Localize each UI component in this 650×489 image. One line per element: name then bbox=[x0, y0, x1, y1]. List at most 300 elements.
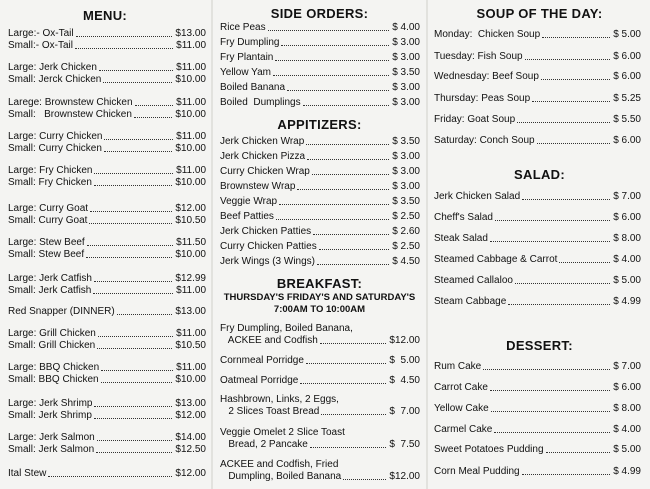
menu-item-line bbox=[220, 427, 420, 439]
dot-leader bbox=[86, 257, 172, 258]
item-name: Monday: Chicken Soup bbox=[434, 29, 541, 40]
menu-item-line bbox=[8, 249, 206, 261]
item-price: $11.00 bbox=[176, 40, 206, 51]
item-name: Rice Peas bbox=[220, 22, 266, 33]
item-price: $13.00 bbox=[175, 306, 206, 317]
menu-item bbox=[434, 382, 641, 394]
dot-leader bbox=[97, 348, 172, 349]
dot-leader bbox=[279, 204, 389, 205]
menu-item-line bbox=[8, 143, 206, 155]
menu-item bbox=[220, 22, 420, 34]
item-name: Jerk Chicken Salad bbox=[434, 191, 521, 202]
section-title-dessert: DESSERT: bbox=[506, 338, 573, 353]
item-name: Large: Jerk Chicken bbox=[8, 62, 97, 73]
dot-leader bbox=[273, 75, 389, 76]
dot-leader bbox=[306, 144, 389, 145]
column-divider bbox=[426, 0, 428, 489]
dot-leader bbox=[522, 199, 610, 200]
menu-item-line bbox=[220, 406, 420, 418]
menu-item bbox=[220, 211, 420, 223]
item-price: $ 5.00 bbox=[613, 275, 641, 286]
item-name: Steamed Callaloo bbox=[434, 275, 513, 286]
item-name: Jerk Chicken Wrap bbox=[220, 136, 305, 147]
section-title-breakfast: BREAKFAST: bbox=[276, 276, 363, 291]
menu-item bbox=[8, 273, 206, 297]
item-price: $11.00 bbox=[176, 165, 206, 176]
menu-item-line bbox=[434, 212, 641, 224]
dot-leader bbox=[275, 60, 389, 61]
menu-item bbox=[220, 241, 420, 253]
item-price: $ 6.00 bbox=[613, 212, 641, 223]
item-name: Fry Plantain bbox=[220, 52, 274, 63]
dot-leader bbox=[90, 211, 172, 212]
item-name: Large: Jerk Salmon bbox=[8, 432, 95, 443]
item-price: $11.00 bbox=[176, 362, 206, 373]
menu-item-line bbox=[434, 191, 641, 203]
item-name: Bread, 2 Pancake bbox=[220, 439, 308, 450]
menu-item bbox=[434, 403, 641, 415]
menu-item-line bbox=[434, 93, 641, 105]
item-name: Small: Fry Chicken bbox=[8, 177, 92, 188]
dot-leader bbox=[75, 48, 173, 49]
menu-item bbox=[8, 28, 206, 52]
menu-item-line bbox=[434, 466, 641, 478]
item-name: Ital Stew bbox=[8, 468, 47, 479]
menu-item-line bbox=[220, 22, 420, 34]
menu-item-line bbox=[434, 29, 641, 41]
item-name: Steam Cabbage bbox=[434, 296, 507, 307]
item-price: $11.50 bbox=[176, 237, 206, 248]
item-price: $10.00 bbox=[175, 143, 206, 154]
item-price: $11.00 bbox=[176, 328, 206, 339]
menu-item-line bbox=[220, 335, 420, 347]
dot-leader bbox=[99, 70, 173, 71]
dot-leader bbox=[495, 220, 610, 221]
menu-item-line bbox=[434, 51, 641, 63]
item-price: $ 5.00 bbox=[613, 444, 641, 455]
item-price: $10.50 bbox=[175, 215, 206, 226]
menu-item-line bbox=[220, 181, 420, 193]
item-name: Corn Meal Pudding bbox=[434, 466, 520, 477]
menu-item bbox=[434, 254, 641, 266]
item-price: $ 2.50 bbox=[392, 211, 420, 222]
dot-leader bbox=[313, 234, 389, 235]
dot-leader bbox=[93, 293, 173, 294]
dot-leader bbox=[522, 474, 611, 475]
menu-item bbox=[434, 296, 641, 308]
dot-leader bbox=[281, 45, 389, 46]
item-price: $ 5.00 bbox=[389, 355, 420, 366]
menu-item-line bbox=[8, 237, 206, 249]
item-name: Small: Curry Goat bbox=[8, 215, 88, 226]
dot-leader bbox=[307, 159, 389, 160]
dot-leader bbox=[94, 418, 173, 419]
section-note: THURSDAY'S FRIDAY'S AND SATURDAY'S bbox=[223, 292, 416, 303]
section-note: 7:00AM TO 10:00AM bbox=[273, 304, 366, 315]
item-name: Brownstew Wrap bbox=[220, 181, 296, 192]
item-price: $ 3.00 bbox=[392, 166, 420, 177]
menu-item-line bbox=[220, 394, 420, 406]
item-price: $10.50 bbox=[175, 340, 206, 351]
item-price: $ 3.00 bbox=[392, 97, 420, 108]
menu-item-line bbox=[8, 328, 206, 340]
menu-item-line bbox=[8, 28, 206, 40]
menu-item bbox=[220, 375, 420, 387]
dot-leader bbox=[306, 363, 386, 364]
menu-item bbox=[434, 361, 641, 373]
item-name: Veggie Omelet 2 Slice Toast bbox=[220, 427, 345, 438]
item-price: $ 7.50 bbox=[389, 439, 420, 450]
menu-item bbox=[8, 398, 206, 422]
dot-leader bbox=[287, 90, 389, 91]
item-name: Hashbrown, Links, 2 Eggs, bbox=[220, 394, 339, 405]
item-name: Fry Dumpling, Boiled Banana, bbox=[220, 323, 353, 334]
item-price: $11.00 bbox=[176, 97, 206, 108]
dot-leader bbox=[94, 185, 173, 186]
menu-item-line bbox=[8, 285, 206, 297]
menu-item bbox=[220, 67, 420, 79]
menu-item bbox=[220, 166, 420, 178]
item-price: $ 3.50 bbox=[392, 196, 420, 207]
item-name: Large: Fry Chicken bbox=[8, 165, 93, 176]
item-price: $ 4.99 bbox=[613, 466, 641, 477]
item-price: $ 6.00 bbox=[613, 135, 641, 146]
menu-item bbox=[220, 427, 420, 451]
menu-column-middle bbox=[214, 0, 425, 489]
dot-leader bbox=[96, 452, 172, 453]
menu-item-line bbox=[8, 177, 206, 189]
menu-item bbox=[8, 468, 206, 480]
menu-item-line bbox=[220, 196, 420, 208]
item-name: Small: Jerk Salmon bbox=[8, 444, 95, 455]
item-name: Fry Dumpling bbox=[220, 37, 280, 48]
item-price: $ 6.00 bbox=[613, 71, 641, 82]
menu-item-line bbox=[434, 135, 641, 147]
item-name: Large: Curry Chicken bbox=[8, 131, 103, 142]
menu-item bbox=[434, 212, 641, 224]
menu-item bbox=[220, 196, 420, 208]
item-price: $ 3.00 bbox=[392, 82, 420, 93]
dot-leader bbox=[532, 101, 610, 102]
item-name: Oatmeal Porridge bbox=[220, 375, 299, 386]
item-name: Small: BBQ Chicken bbox=[8, 374, 99, 385]
menu-item bbox=[434, 191, 641, 203]
item-price: $ 3.00 bbox=[392, 37, 420, 48]
menu-item bbox=[220, 37, 420, 49]
dot-leader bbox=[101, 382, 173, 383]
item-price: $ 8.00 bbox=[613, 403, 641, 414]
item-name: Veggie Wrap bbox=[220, 196, 278, 207]
menu-item-line bbox=[220, 459, 420, 471]
menu-item bbox=[8, 432, 206, 456]
item-name: Small:- Ox-Tail bbox=[8, 40, 74, 51]
menu-item-line bbox=[434, 382, 641, 394]
item-name: Beef Patties bbox=[220, 211, 274, 222]
menu-item bbox=[434, 135, 641, 147]
item-name: Boiled Banana bbox=[220, 82, 286, 93]
item-name: Jerk Wings (3 Wings) bbox=[220, 256, 316, 267]
dot-leader bbox=[117, 314, 173, 315]
dot-leader bbox=[541, 79, 610, 80]
item-price: $13.00 bbox=[175, 398, 206, 409]
item-price: $ 4.50 bbox=[389, 375, 420, 386]
item-price: $ 6.00 bbox=[613, 382, 641, 393]
menu-item-line bbox=[8, 131, 206, 143]
dot-leader bbox=[89, 223, 172, 224]
section-title-side-orders: SIDE ORDERS: bbox=[270, 6, 369, 21]
item-price: $11.00 bbox=[176, 285, 206, 296]
menu-item-line bbox=[220, 241, 420, 253]
item-name: Large:- Ox-Tail bbox=[8, 28, 74, 39]
menu-item-line bbox=[8, 362, 206, 374]
section-title-soup-of-the-day: SOUP OF THE DAY: bbox=[476, 6, 603, 21]
dot-leader bbox=[94, 173, 173, 174]
dot-leader bbox=[546, 452, 611, 453]
dot-leader bbox=[494, 432, 610, 433]
menu-item-line bbox=[220, 323, 420, 335]
menu-item-line bbox=[434, 361, 641, 373]
item-price: $10.00 bbox=[175, 177, 206, 188]
menu-item-line bbox=[8, 432, 206, 444]
menu-item-line bbox=[8, 410, 206, 422]
menu-item bbox=[434, 444, 641, 456]
menu-item-line bbox=[434, 71, 641, 83]
item-price: $12.00 bbox=[389, 471, 420, 482]
item-price: $ 4.99 bbox=[613, 296, 641, 307]
menu-item bbox=[220, 82, 420, 94]
item-price: $ 8.00 bbox=[613, 233, 641, 244]
menu-item-line bbox=[434, 296, 641, 308]
menu-item-line bbox=[220, 256, 420, 268]
menu-item-line bbox=[220, 67, 420, 79]
item-price: $ 4.00 bbox=[613, 254, 641, 265]
item-name: Friday: Goat Soup bbox=[434, 114, 516, 125]
menu-item bbox=[434, 275, 641, 287]
item-name: Cornmeal Porridge bbox=[220, 355, 304, 366]
item-price: $ 4.00 bbox=[613, 424, 641, 435]
section-title-salad: SALAD: bbox=[514, 167, 565, 182]
dot-leader bbox=[491, 411, 611, 412]
dot-leader bbox=[98, 336, 173, 337]
item-price: $ 4.50 bbox=[392, 256, 420, 267]
dot-leader bbox=[276, 219, 389, 220]
menu-item-line bbox=[8, 374, 206, 386]
menu-item bbox=[220, 323, 420, 347]
item-price: $11.00 bbox=[176, 62, 206, 73]
menu-item-line bbox=[220, 439, 420, 451]
menu-item bbox=[8, 62, 206, 86]
item-price: $ 6.00 bbox=[613, 51, 641, 62]
menu-item bbox=[434, 71, 641, 83]
item-price: $14.00 bbox=[175, 432, 206, 443]
item-price: $ 7.00 bbox=[389, 406, 420, 417]
menu-item bbox=[8, 362, 206, 386]
menu-item-line bbox=[220, 82, 420, 94]
dot-leader bbox=[48, 476, 172, 477]
item-price: $10.00 bbox=[175, 74, 206, 85]
menu-item-line bbox=[8, 109, 206, 121]
item-name: Tuesday: Fish Soup bbox=[434, 51, 523, 62]
menu-item bbox=[8, 203, 206, 227]
section-title-menu: MENU: bbox=[82, 8, 128, 23]
item-name: Large: Jerk Catfish bbox=[8, 273, 92, 284]
dot-leader bbox=[104, 139, 173, 140]
item-price: $ 5.50 bbox=[613, 114, 641, 125]
dot-leader bbox=[76, 36, 173, 37]
menu-item-line bbox=[8, 340, 206, 352]
dot-leader bbox=[94, 406, 172, 407]
menu-item-line bbox=[434, 275, 641, 287]
item-price: $ 3.50 bbox=[392, 67, 420, 78]
item-price: $12.99 bbox=[175, 273, 206, 284]
dot-leader bbox=[303, 105, 390, 106]
dot-leader bbox=[483, 369, 610, 370]
dot-leader bbox=[537, 143, 611, 144]
item-price: $12.00 bbox=[175, 410, 206, 421]
menu-item-line bbox=[8, 273, 206, 285]
menu-item bbox=[8, 131, 206, 155]
item-name: Jerk Chicken Pizza bbox=[220, 151, 306, 162]
dot-leader bbox=[297, 189, 389, 190]
menu-item bbox=[220, 394, 420, 418]
menu-item bbox=[8, 165, 206, 189]
item-price: $ 4.00 bbox=[392, 22, 420, 33]
item-price: $ 2.50 bbox=[392, 241, 420, 252]
item-name: 2 Slices Toast Bread bbox=[220, 406, 320, 417]
dot-leader bbox=[134, 117, 172, 118]
item-price: $ 7.00 bbox=[613, 361, 641, 372]
menu-item-line bbox=[434, 403, 641, 415]
menu-item bbox=[220, 151, 420, 163]
menu-item bbox=[220, 52, 420, 64]
dot-leader bbox=[542, 37, 610, 38]
item-name: Small: Jerk Catfish bbox=[8, 285, 92, 296]
menu-item-line bbox=[434, 424, 641, 436]
menu-item-line bbox=[8, 398, 206, 410]
menu-item bbox=[434, 424, 641, 436]
menu-item-line bbox=[220, 37, 420, 49]
item-price: $ 7.00 bbox=[613, 191, 641, 202]
section-title-appitizers: APPITIZERS: bbox=[277, 117, 362, 132]
dot-leader bbox=[343, 479, 386, 480]
menu-item bbox=[220, 226, 420, 238]
item-name: Larege: Brownstew Chicken bbox=[8, 97, 133, 108]
menu-item bbox=[434, 114, 641, 126]
item-price: $10.00 bbox=[175, 374, 206, 385]
item-price: $12.00 bbox=[175, 203, 206, 214]
menu-item-line bbox=[220, 136, 420, 148]
menu-column-right bbox=[429, 0, 650, 489]
item-price: $ 5.25 bbox=[613, 93, 641, 104]
menu-item-line bbox=[8, 306, 206, 318]
menu-item bbox=[220, 459, 420, 483]
menu-item-line bbox=[220, 151, 420, 163]
item-name: ACKEE and Codfish, Fried bbox=[220, 459, 339, 470]
menu-item-line bbox=[220, 226, 420, 238]
dot-leader bbox=[268, 30, 390, 31]
item-name: Wednesday: Beef Soup bbox=[434, 71, 539, 82]
menu-item bbox=[8, 306, 206, 318]
menu-item bbox=[8, 328, 206, 352]
menu-item-line bbox=[434, 233, 641, 245]
menu-item-line bbox=[220, 52, 420, 64]
dot-leader bbox=[97, 440, 173, 441]
item-price: $ 3.00 bbox=[392, 52, 420, 63]
item-name: Saturday: Conch Soup bbox=[434, 135, 535, 146]
menu-item bbox=[434, 51, 641, 63]
menu-item-line bbox=[8, 203, 206, 215]
menu-item bbox=[434, 466, 641, 478]
item-name: Large: Grill Chicken bbox=[8, 328, 96, 339]
item-price: $ 2.60 bbox=[392, 226, 420, 237]
menu-item-line bbox=[8, 468, 206, 480]
menu-item bbox=[8, 237, 206, 261]
menu-item-line bbox=[220, 355, 420, 367]
item-price: $ 5.00 bbox=[613, 29, 641, 40]
item-name: Small: Jerk Shrimp bbox=[8, 410, 92, 421]
item-name: Yellow Yam bbox=[220, 67, 271, 78]
item-name: Yellow Cake bbox=[434, 403, 489, 414]
item-name: Small: Brownstew Chicken bbox=[8, 109, 132, 120]
menu-item-line bbox=[8, 165, 206, 177]
dot-leader bbox=[490, 390, 610, 391]
dot-leader bbox=[320, 343, 387, 344]
dot-leader bbox=[104, 151, 172, 152]
dot-leader bbox=[300, 383, 386, 384]
item-name: Boiled Dumplings bbox=[220, 97, 301, 108]
item-name: Large: BBQ Chicken bbox=[8, 362, 100, 373]
menu-column-left bbox=[0, 0, 210, 489]
item-name: Dumpling, Boiled Banana bbox=[220, 471, 342, 482]
menu-item-line bbox=[220, 166, 420, 178]
dot-leader bbox=[490, 241, 610, 242]
dot-leader bbox=[525, 59, 611, 60]
item-name: Small: Grill Chicken bbox=[8, 340, 96, 351]
item-name: Cheff's Salad bbox=[434, 212, 493, 223]
menu-item bbox=[220, 136, 420, 148]
menu-item-line bbox=[8, 97, 206, 109]
item-name: Curry Chicken Patties bbox=[220, 241, 317, 252]
menu-item-line bbox=[220, 211, 420, 223]
item-name: Small: Curry Chicken bbox=[8, 143, 102, 154]
menu-item bbox=[220, 355, 420, 367]
item-price: $12.00 bbox=[389, 335, 420, 346]
item-name: Large: Jerk Shrimp bbox=[8, 398, 93, 409]
dot-leader bbox=[317, 264, 389, 265]
menu-item-line bbox=[220, 97, 420, 109]
item-name: Large: Stew Beef bbox=[8, 237, 85, 248]
item-name: Jerk Chicken Patties bbox=[220, 226, 312, 237]
menu-item bbox=[434, 93, 641, 105]
dot-leader bbox=[103, 82, 172, 83]
item-price: $10.00 bbox=[175, 249, 206, 260]
menu-item-line bbox=[8, 62, 206, 74]
menu-item-line bbox=[8, 215, 206, 227]
item-name: Red Snapper (DINNER) bbox=[8, 306, 115, 317]
menu-item-line bbox=[220, 471, 420, 483]
menu-item-line bbox=[434, 114, 641, 126]
dot-leader bbox=[94, 281, 172, 282]
column-divider bbox=[211, 0, 213, 489]
menu-item bbox=[220, 181, 420, 193]
menu-item bbox=[8, 97, 206, 121]
menu-item bbox=[434, 233, 641, 245]
dot-leader bbox=[321, 414, 386, 415]
menu-item-line bbox=[8, 444, 206, 456]
item-name: Small: Jerck Chicken bbox=[8, 74, 102, 85]
item-name: Small: Stew Beef bbox=[8, 249, 85, 260]
item-price: $ 3.00 bbox=[392, 181, 420, 192]
